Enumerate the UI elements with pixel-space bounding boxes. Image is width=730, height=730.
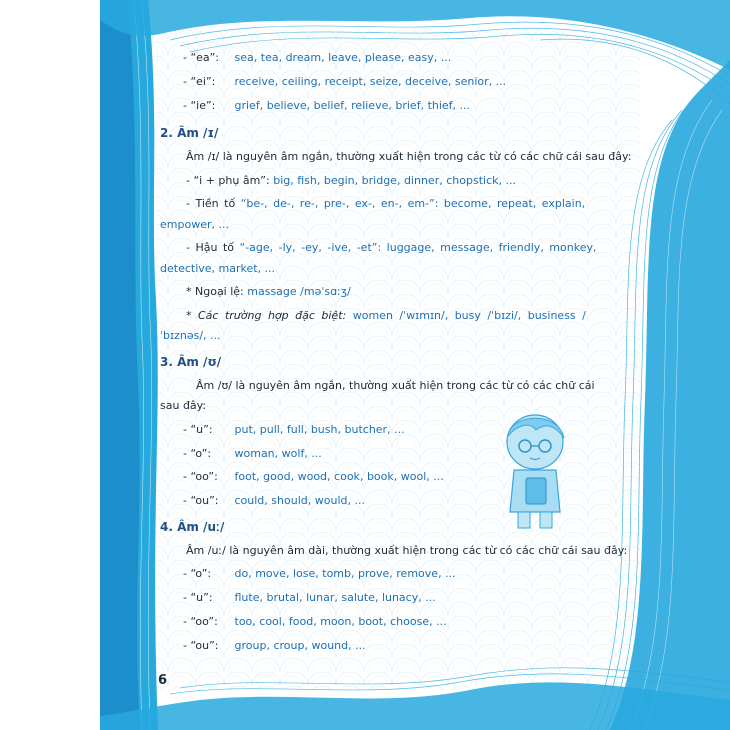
section-2-intro: Âm /ɪ/ là nguyên âm ngắn, thường xuất hiện trong các từ có các chữ cái sau đây: bbox=[186, 150, 632, 163]
section-4-title: 4. Âm /uː/ bbox=[160, 520, 225, 534]
word-list: grief, believe, belief, relieve, brief, thief, ... bbox=[234, 99, 471, 112]
rule-suffix: - Hậu tố “-age, -ly, -ey, -ive, -et”: luggage, message, friendly, monkey, bbox=[186, 241, 597, 254]
rule-ie: - “ie”: grief, believe, belief, relieve, brief, thief, ... bbox=[183, 99, 471, 112]
section-2-title: 2. Âm /ɪ/ bbox=[160, 126, 219, 140]
exception-note: * Ngoại lệ: massage /məˈsɑːʒ/ bbox=[186, 285, 351, 298]
rule-ou: - “ou”: could, should, would, ... bbox=[183, 494, 365, 507]
rule-o: - “o”: woman, wolf, ... bbox=[183, 447, 322, 460]
word-list: sea, tea, dream, leave, please, easy, ... bbox=[234, 51, 452, 64]
special-cases-cont: ˈbɪznəs/, ... bbox=[160, 329, 221, 342]
rule-prefix: - Tiền tố “be-, de-, re-, pre-, ex-, en-, em-”: become, repeat, explain, bbox=[186, 197, 586, 210]
rule-u: - “u”: put, pull, full, bush, butcher, ... bbox=[183, 423, 405, 436]
rule-i-consonant: - “i + phụ âm”: big, fish, begin, bridge, dinner, chopstick, ... bbox=[186, 174, 516, 187]
special-cases: * Các trường hợp đặc biệt: women /ˈwɪmɪn/, busy /ˈbɪzi/, business / bbox=[186, 309, 586, 322]
rule-suffix-cont: detective, market, ... bbox=[160, 262, 276, 275]
rule-oo-long: - “oo”: too, cool, food, moon, boot, choose, ... bbox=[183, 615, 447, 628]
word-list: receive, ceiling, receipt, seize, deceive, senior, ... bbox=[234, 75, 507, 88]
student-mascot-illustration bbox=[496, 408, 574, 534]
rule-o-long: - “o”: do, move, lose, tomb, prove, remove, ... bbox=[183, 567, 456, 580]
rule-ea: - “ea”: sea, tea, dream, leave, please, easy, ... bbox=[183, 51, 452, 64]
page-number: 6 bbox=[158, 673, 168, 688]
rule-ei: - “ei”: receive, ceiling, receipt, seize, deceive, senior, ... bbox=[183, 75, 507, 88]
rule-oo: - “oo”: foot, good, wood, cook, book, wool, ... bbox=[183, 470, 444, 483]
section-3-intro-cont: sau đây: bbox=[160, 399, 207, 412]
rule-ou-long: - “ou”: group, croup, wound, ... bbox=[183, 639, 366, 652]
section-3-intro: Âm /ʊ/ là nguyên âm ngắn, thường xuất hiện trong các từ có các chữ cái bbox=[196, 379, 595, 392]
rule-prefix-cont: empower, ... bbox=[160, 218, 229, 231]
rule-u-long: - “u”: flute, brutal, lunar, salute, lunacy, ... bbox=[183, 591, 436, 604]
section-4-intro: Âm /uː/ là nguyên âm dài, thường xuất hiện trong các từ có các chữ cái sau đây: bbox=[186, 544, 628, 557]
section-3-title: 3. Âm /ʊ/ bbox=[160, 355, 222, 369]
